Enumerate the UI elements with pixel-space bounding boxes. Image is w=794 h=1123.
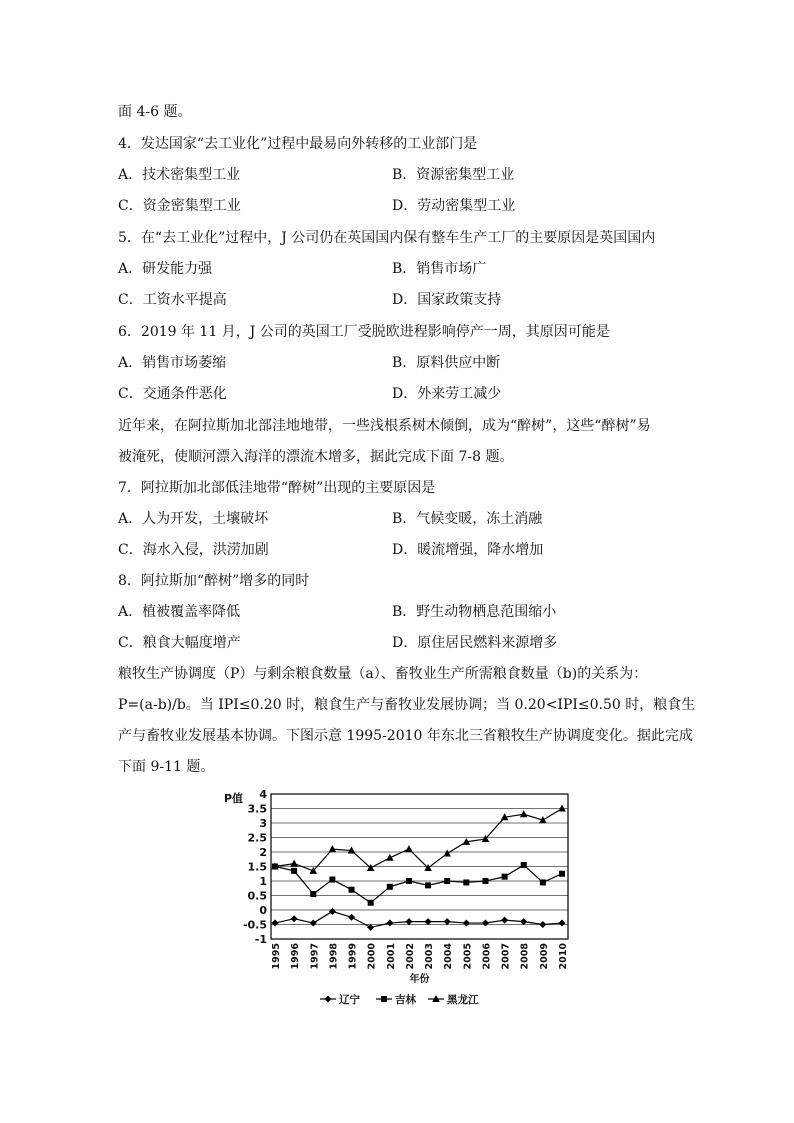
q7-option-d: D．暖流增强，降水增加 — [392, 542, 544, 558]
q8-option-a: A．植被覆盖率降低 — [118, 604, 241, 620]
data-point — [406, 878, 412, 884]
data-point — [558, 805, 566, 812]
q5-option-b: B．销售市场广 — [392, 261, 487, 277]
data-point — [291, 868, 297, 874]
data-point — [521, 862, 527, 868]
q8-option-d: D．原住居民燃料来源增多 — [392, 635, 558, 651]
passage3-line4: 下面 9-11 题。 — [118, 759, 215, 775]
y-tick-label: 2 — [259, 846, 267, 859]
x-tick-label: 1995 — [271, 943, 282, 970]
y-tick-label: -0.5 — [242, 918, 267, 932]
x-tick-label: 2005 — [462, 943, 474, 970]
data-point — [444, 878, 450, 884]
data-point — [425, 918, 432, 925]
legend-marker — [325, 996, 332, 1003]
q6-option-a: A．销售市场萎缩 — [118, 355, 227, 371]
passage2-line2: 被淹死，使顺河漂入海洋的漂流木增多，据此完成下面 7-8 题。 — [118, 449, 514, 465]
x-axis-label: 年份 — [409, 974, 430, 985]
q4-option-a: A．技术密集型工业 — [118, 167, 241, 183]
q7-option-c: C．海水入侵，洪涝加剧 — [118, 542, 269, 558]
q4-option-d: D．劳动密集型工业 — [392, 198, 516, 214]
y-axis-label: P值 — [224, 792, 244, 805]
data-point — [463, 920, 470, 927]
chart-series — [271, 805, 566, 931]
y-tick-label: 1 — [259, 875, 267, 888]
legend-label: 黑龙江 — [447, 994, 479, 1006]
coordination-line-chart — [218, 786, 578, 1011]
legend-label: 辽宁 — [339, 994, 360, 1006]
legend-marker — [381, 996, 387, 1002]
data-point — [559, 871, 565, 877]
data-point — [520, 810, 528, 817]
data-point — [444, 918, 451, 925]
x-tick-label: 2004 — [443, 943, 455, 970]
data-point — [329, 908, 336, 915]
passage3-line1: 粮牧生产协调度（P）与剩余粮食数量（a）、畜牧业生产所需粮食数量（b)的关系为： — [118, 666, 648, 682]
data-point — [291, 915, 298, 922]
q5-option-d: D．国家政策支持 — [392, 292, 502, 308]
chart-legend — [320, 993, 479, 1006]
data-point — [386, 920, 393, 927]
data-point — [387, 884, 393, 890]
data-point — [405, 918, 412, 925]
x-tick-label: 2010 — [558, 943, 569, 970]
data-point — [425, 882, 431, 888]
data-point — [386, 854, 394, 861]
legend-label: 吉林 — [395, 994, 416, 1006]
data-point — [482, 878, 488, 884]
q5-option-c: C．工资水平提高 — [118, 292, 227, 308]
q6-stem: 6．2019 年 11 月，J 公司的英国工厂受脱欧进程影响停产一周，其原因可能是 — [118, 324, 610, 340]
intro-tail: 面 4-6 题。 — [118, 104, 192, 120]
data-point — [349, 887, 355, 893]
q6-option-b: B．原料供应中断 — [392, 355, 501, 371]
x-tick-label: 1999 — [347, 943, 359, 970]
x-tick-label: 2007 — [500, 943, 512, 970]
data-point — [368, 900, 374, 906]
passage3-line3: 产与畜牧业发展基本协调。下图示意 1995-2010 年东北三省粮牧生产协调度变化。据此完成 — [118, 728, 693, 744]
q5-option-a: A．研发能力强 — [118, 261, 213, 277]
data-point — [405, 845, 413, 852]
series-line — [275, 865, 562, 903]
legend-item — [320, 993, 360, 1006]
y-tick-label: 3 — [259, 817, 267, 830]
data-point — [367, 924, 374, 931]
passage2-line1: 近年来，在阿拉斯加北部洼地地带，一些浅根系树木倾倒，成为“醉树”，这些“醉树”易 — [118, 418, 651, 434]
x-tick-label: 2000 — [366, 943, 378, 970]
y-tick-label: 0 — [259, 904, 267, 917]
x-tick-label: 2009 — [538, 943, 550, 970]
x-tick-label: 1998 — [328, 943, 340, 970]
y-tick-label: 3.5 — [247, 802, 267, 816]
y-tick-label: 1.5 — [247, 860, 267, 874]
data-point — [443, 849, 451, 856]
q4-stem: 4．发达国家“去工业化”过程中最易向外转移的工业部门是 — [118, 136, 478, 152]
legend-item — [428, 993, 479, 1006]
data-point — [290, 860, 298, 867]
data-point — [329, 877, 335, 883]
q7-stem: 7．阿拉斯加北部低洼地带“醉树”出现的主要原因是 — [118, 480, 436, 496]
data-point — [482, 920, 489, 927]
y-tick-label: -1 — [254, 933, 267, 946]
data-point — [310, 891, 316, 897]
q4-option-b: B．资源密集型工业 — [392, 167, 515, 183]
x-tick-label: 2003 — [424, 943, 436, 970]
y-tick-label: 2.5 — [247, 831, 267, 845]
q8-option-c: C．粮食大幅度增产 — [118, 635, 241, 651]
passage3-line2: P=(a-b)/b。当 IPI≤0.20 时，粮食生产与畜牧业发展协调；当 0.20<IPI≤0.50 时，粮食生 — [118, 697, 696, 713]
x-tick-label: 2008 — [519, 943, 531, 970]
series-line — [275, 911, 562, 927]
x-tick-label: 2001 — [385, 943, 397, 970]
y-tick-label: 4 — [259, 788, 267, 801]
y-tick-labels — [243, 788, 267, 946]
x-tick-label: 2006 — [481, 943, 493, 970]
q8-option-b: B．野生动物栖息范围缩小 — [392, 604, 557, 620]
q7-option-b: B．气候变暖，冻土消融 — [392, 511, 543, 527]
x-tick-label: 1996 — [290, 943, 302, 970]
series-line — [275, 809, 562, 871]
data-point — [520, 918, 527, 925]
data-point — [540, 879, 546, 885]
x-tick-label: 2002 — [404, 943, 416, 970]
data-point — [329, 845, 337, 852]
data-point — [348, 914, 355, 921]
q6-option-c: C．交通条件恶化 — [118, 386, 227, 402]
x-tick-labels — [271, 943, 569, 970]
data-point — [310, 920, 317, 927]
data-point — [539, 921, 546, 928]
q5-stem: 5．在“去工业化”过程中，J 公司仍在英国国内保有整车生产工厂的主要原因是英国国内 — [118, 230, 656, 246]
q7-option-a: A．人为开发，土壤破坏 — [118, 511, 269, 527]
q8-stem: 8．阿拉斯加“醉树”增多的同时 — [118, 573, 310, 589]
data-point — [272, 920, 279, 927]
legend-item — [376, 993, 416, 1006]
data-point — [502, 874, 508, 880]
data-point — [501, 917, 508, 924]
data-point — [559, 920, 566, 927]
q4-option-c: C．资金密集型工业 — [118, 198, 241, 214]
series-diamond — [272, 908, 566, 931]
data-point — [463, 879, 469, 885]
y-tick-label: 0.5 — [247, 889, 267, 903]
x-tick-label: 1997 — [309, 943, 321, 970]
q6-option-d: D．外来劳工减少 — [392, 386, 502, 402]
